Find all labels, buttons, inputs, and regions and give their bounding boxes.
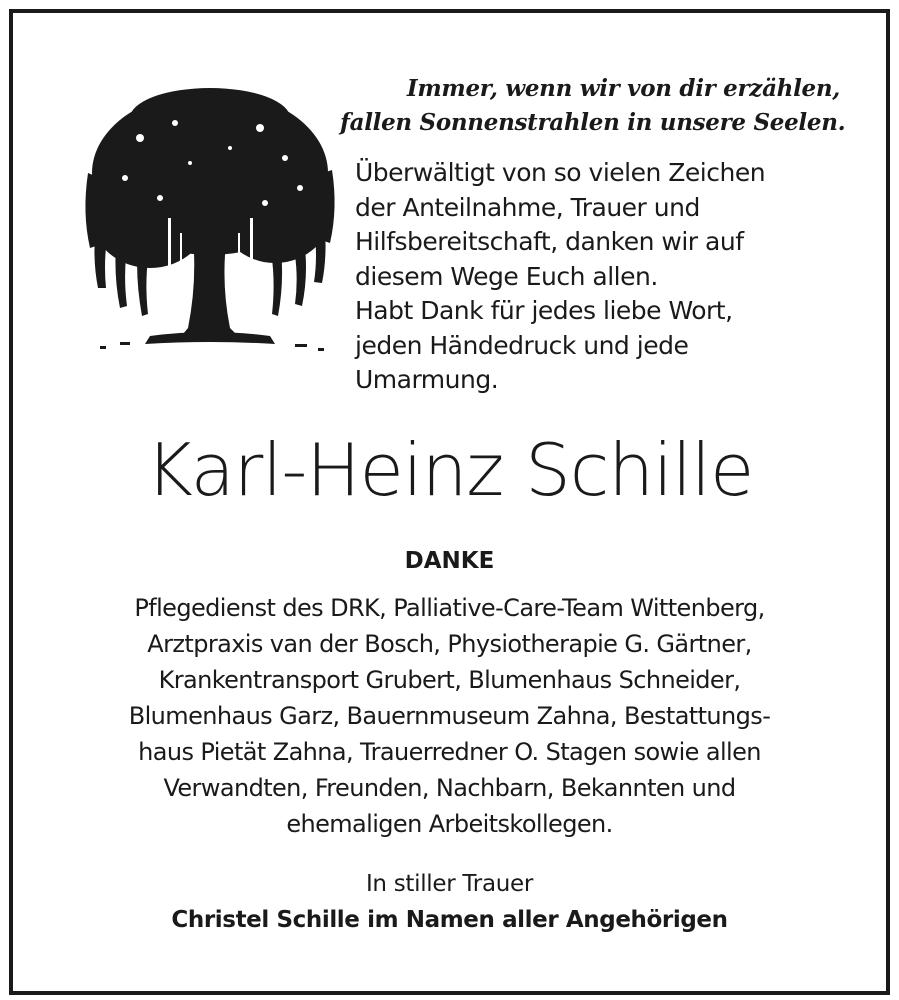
thanks-list	[20, 590, 879, 842]
intro-line: Hilfsbereitschaft, danken wir auf	[355, 227, 744, 256]
deceased-name: Karl-Heinz Schille	[145, 428, 754, 512]
thanks-line: Pflegedienst des DRK, Palliative-Care-Team Wittenberg,	[134, 594, 765, 622]
intro-line: Habt Dank für jedes liebe Wort,	[355, 296, 733, 325]
signature: Christel Schille im Namen aller Angehörigen	[171, 907, 728, 933]
thanks-line: Verwandten, Freunden, Nachbarn, Bekannten und	[163, 774, 736, 802]
memorial-quote	[340, 72, 846, 140]
intro-line: Umarmung.	[355, 365, 499, 394]
thanks-line: Blumenhaus Garz, Bauernmuseum Zahna, Bestattungs-	[128, 702, 771, 730]
quote-line: Immer, wenn wir von dir erzählen,	[406, 75, 840, 102]
thanks-line: Arztpraxis van der Bosch, Physiotherapie G. Gärtner,	[147, 630, 752, 658]
thanks-line: Krankentransport Grubert, Blumenhaus Schneider,	[158, 666, 741, 694]
intro-line: der Anteilnahme, Trauer und	[355, 192, 700, 222]
thanks-line: ehemaligen Arbeitskollegen.	[286, 810, 613, 838]
thank-you-intro	[355, 156, 855, 398]
thanks-line: haus Pietät Zahna, Trauerredner O. Stagen sowie allen	[138, 738, 761, 766]
intro-line: diesem Wege Euch allen.	[355, 261, 658, 291]
intro-line: Überwältigt von so vielen Zeichen	[355, 158, 766, 187]
thanks-heading: DANKE	[404, 548, 495, 574]
quote-line: fallen Sonnenstrahlen in unsere Seelen.	[340, 109, 846, 136]
weeping-willow-tree-icon	[80, 78, 340, 368]
mourning-phrase: In stiller Trauer	[365, 871, 534, 897]
intro-line: jeden Händedruck und jede	[355, 330, 689, 360]
